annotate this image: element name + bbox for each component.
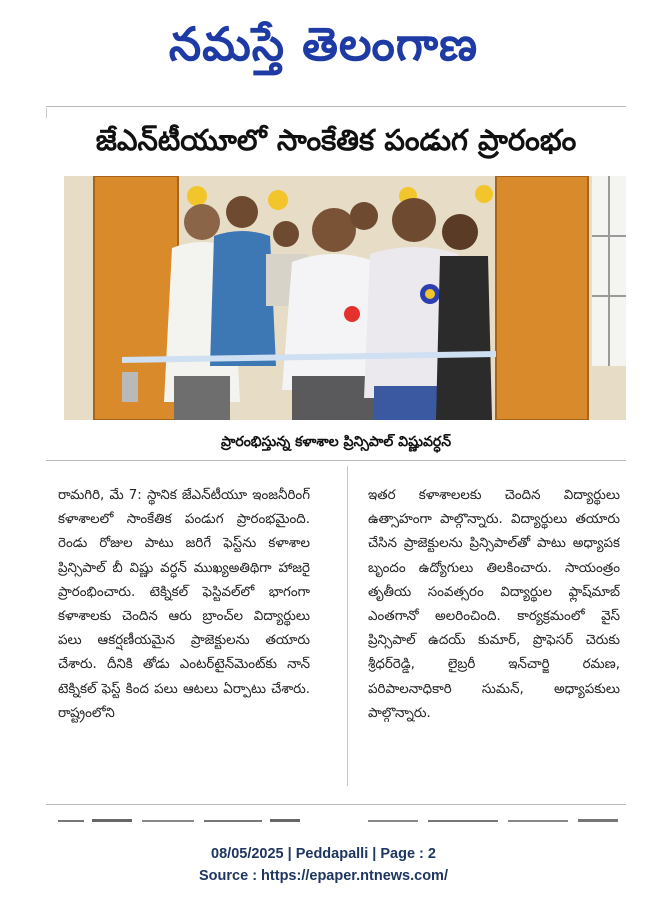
article-body-right-column: ఇతర కళాశాలలకు చెందిన విద్యార్థులు ఉత్సాహంగా పాల్గొన్నారు. విద్యార్థులు తయారు చేసిన ప్రాజెక్టులను ప్రిన్సిపాల్‌తో పాటు అధ్యాపక బృందం ఉద్యోగులు తిలకించారు. సాయంత్రం తృతీయ సంవత్సరం విద్యార్థుల ఫ్లాష్‌మాబ్ ఎంతగానో అలరించింది. కార్యక్రమంలో వైస్ ప్రిన్సిపాల్ ఉదయ్ కుమార్, ప్రొఫెసర్ చెరుకు శ్రీధర్‌రెడ్డి, లైబ్రరీ ఇన్‌చార్జి రమణ, పరిపాలనాధికారి సుమన్, అధ్యాపకులు పాల్గొన్నారు. [368, 488, 620, 721]
caption-divider [46, 460, 626, 461]
footer-source-line: Source : https://epaper.ntnews.com/ [199, 868, 448, 884]
next-article-cutoff-right [368, 812, 620, 822]
footer-date-line: 08/05/2025 | Peddapalli | Page : 2 [211, 846, 436, 862]
balloon [268, 190, 288, 210]
balloon [187, 186, 207, 206]
balloon [475, 185, 493, 203]
person-back-3 [350, 202, 378, 230]
next-article-cutoff [58, 812, 308, 822]
ribbon-cutting-photo [64, 176, 626, 420]
article-photo [64, 176, 626, 420]
cutoff-text-left [58, 817, 308, 822]
article-body-left-column: రామగిరి, మే 7: స్థానిక జేఎన్‌టీయూ ఇంజనీరింగ్ కళాశాలలో సాంకేతిక పండుగ ప్రారంభమైంది. రెండు రోజుల పాటు జరిగే ఫెస్ట్‌ను కళాశాల ప్రిన్సిపాల్ బీ విష్ణు వర్ధన్ ముఖ్యఅతిథిగా హాజరై ప్రారంభించారు. టెక్నికల్ ఫెస్టివల్‌లో భాగంగా కళాశాలకు చెందిన ఆరు బ్రాంచ్‌ల విద్యార్థులు పలు ఆకర్షణీయమైన ప్రాజెక్టులను తయారు చేశారు. దీనికి తోడు ఎంటర్‌టైన్‌మెంట్‌కు నాన్ టెక్నికల్ ఫెస్ట్ కింద పలు ఆటలు ఏర్పాటు చేశారు. రాష్ట్రంలోని [58, 488, 310, 721]
article-headline: జేఎన్‌టీయూలో సాంకేతిక పండుగ ప్రారంభం [95, 123, 577, 157]
newspaper-masthead: నమస్తే తెలంగాణ [168, 17, 479, 71]
right-door [496, 176, 588, 420]
column-divider [347, 466, 348, 786]
bottom-divider [46, 804, 626, 805]
top-divider [46, 106, 626, 107]
photo-caption: ప్రారంభిస్తున్న కళాశాల ప్రిన్సిపాల్ విష్ణువర్ధన్ [220, 434, 452, 450]
cutoff-text-right [368, 817, 620, 822]
